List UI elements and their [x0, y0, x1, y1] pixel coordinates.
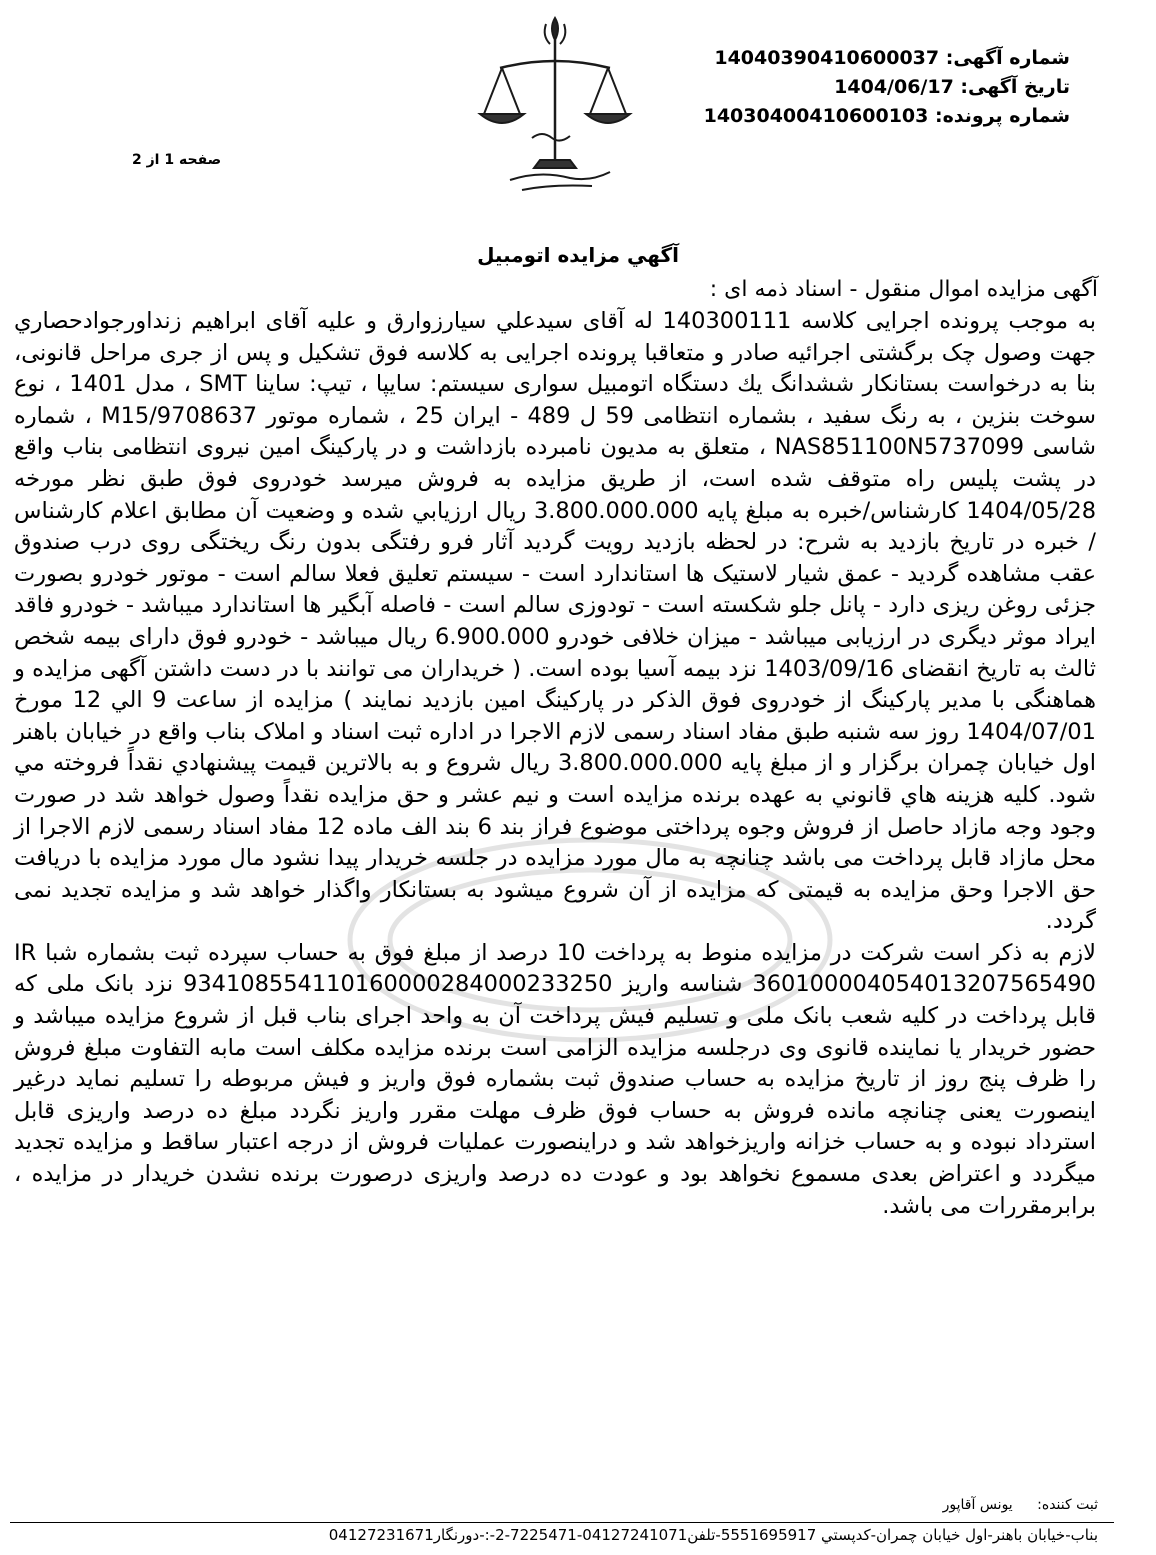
announcement-meta: [704, 44, 1070, 131]
file-number-row: [704, 102, 1070, 131]
footer-contact: بناب-خیابان باهنر-اول خیابان چمران-کدپستي 5551695917-تلفن04127241071-7225471-2-:-دورنگار04127231671: [328, 1526, 1098, 1544]
registrar-name: یونس آقاپور: [942, 1497, 1013, 1513]
ad-number-label: شماره آگهی:: [945, 47, 1070, 69]
judiciary-scales-emblem-icon: [462, 10, 652, 200]
footer-divider: [10, 1522, 1114, 1523]
ad-date: 1404/06/17: [834, 76, 954, 98]
announcement-body: [14, 306, 1096, 1222]
ad-number: 14040390410600037: [714, 47, 940, 69]
ad-number-row: [704, 44, 1070, 73]
ad-date-label: تاریخ آگهی:: [960, 76, 1070, 98]
file-number: 14030400410600103: [703, 105, 929, 127]
registrar-label: ثبت کننده:: [1037, 1497, 1098, 1513]
payment-terms-paragraph: لازم به ذکر است شرکت در مزایده منوط به پرداخت 10 درصد از مبلغ فوق به حساب سپرده ثبت بشماره شبا IR 360100004054013207565490 شناسه واریز 934108554110160000284000233250 نزد بانک ملی که قابل پرداخت در کلیه شعب بانک ملی و تسلیم فیش پرداخت آن به واحد اجرای بناب قبل از شروع مزایده میباشد و حضور خریدار یا نماینده قانوی وی درجلسه مزایده الزامی است برنده مزایده مکلف است مابه التفاوت مبلغ فروش را ظرف پنج روز از تاریخ مزایده به حساب صندوق ثبت بشماره فوق واریز و فیش مربوطه را تسلیم نماید درغیر اینصورت یعنی چنانچه مانده فروش به حساب فوق ظرف مهلت مقرر واریز نگردد مبلغ ده درصد واریزی قابل استرداد نبوده و به حساب خزانه واریزخواهد شد و دراینصورت عملیات فروش از درجه اعتبار ساقط و مزایده تجدید میگردد و اعتراض بعدی مسموع نخواهد بود و عودت ده درصد واریزی درصورت برنده نشدن خریدار در مزایده ، برابرمقررات می باشد.: [14, 939, 1096, 1219]
registrar: [943, 1497, 1098, 1513]
file-number-label: شماره پرونده:: [934, 105, 1070, 127]
ad-date-row: [704, 73, 1070, 102]
announcement-title: آگهي مزايده اتومبيل: [477, 243, 679, 267]
page-indicator: صفحه 1 از 2: [132, 152, 222, 168]
announcement-intro: آگهی مزایده اموال منقول - اسناد ذمه ای :: [709, 277, 1098, 302]
auction-details-paragraph: به موجب پرونده اجرایی کلاسه 140300111 له آقای سیدعلي سيارزوارق و علیه آقای ابراهیم زنداورجوادحصاري جهت وصول چک برگشتی اجرائیه صادر و متعاقبا پرونده اجرایی به کلاسه فوق تشکیل و پس از جری مراحل قانونی، بنا به درخواست بستانکار ششدانگ يك دستگاه اتومبیل سواری سیستم: سایپا ، تیپ: ساینا SMT ، مدل 1401 ، نوع سوخت بنزین ، به رنگ سفید ، بشماره انتظامی 59 ل 489 - ایران 25 ، شماره موتور M15/9708637 ، شماره شاسی NAS851100N5737099 ، متعلق به مدیون نامبرده بازداشت و در پارکینگ امین نیروی انتظامی بناب واقع در پشت پلیس راه متوقف شده است، از طریق مزایده به فروش میرسد خودروی فوق طبق نظر مورخه 1404/05/28 کارشناس/خبره به مبلغ پایه 3.800.000.000 ریال ارزيابي شده و وضعیت آن مطابق اعلام کارشناس / خبره در تاریخ بازدید به شرح: در لحظه بازدید رویت گردید آثار فرو رفتگی بدون رنگ ریختگی روی درب صندوق عقب مشاهده گردید - عمق شیار لاستیک ها استاندارد است - سیستم تعلیق فعلا سالم است - موتور خودرو بصورت جزئی روغن ریزی دارد - پانل جلو شکسته است - تودوزی سالم است - فاصله آبگیر ها استاندارد میباشد - خودرو فاقد ایراد موثر دیگری در ارزیابی میباشد - میزان خلافی خودرو 6.900.000 ریال میباشد - خودرو فوق دارای بیمه شخص ثالث به تاریخ انقضای 1403/09/16 نزد بیمه آسیا بوده است. ( خریداران می توانند با در دست داشتن آگهی مزایده و هماهنگی با مدیر پارکینگ از خودروی فوق الذکر در پارکینگ امین بازدید نمایند ) مزایده از ساعت 9 الي 12 مورخ 1404/07/01 روز سه شنبه طبق مفاد اسناد رسمی لازم الاجرا در اداره ثبت اسناد و املاک بناب واقع در خیابان باهنر اول خیابان چمران برگزار و از مبلغ پایه 3.800.000.000 ریال شروع و به بالاترین قیمت پیشنهادي نقداً فروخته مي شود. کلیه هزینه هاي قانوني به عهده برنده مزایده است و نیم عشر و حق مزایده نقداً وصول خواهد شد در صورت وجود وجه مازاد حاصل از فروش وجوه پرداختی موضوع فراز بند 6 بند الف ماده 12 مفاد اسناد رسمی لازم الاجرا از محل مازاد قابل پرداخت می باشد چنانچه به مال مورد مزایده در جلسه خریدار پیدا نشود مال مورد مزایده با دریافت حق الاجرا وحق مزایده به قیمتی که مزایده از آن شروع میشود به بستانکار واگذار خواهد شد و مزایده تجدید نمی گردد.: [14, 308, 1097, 935]
